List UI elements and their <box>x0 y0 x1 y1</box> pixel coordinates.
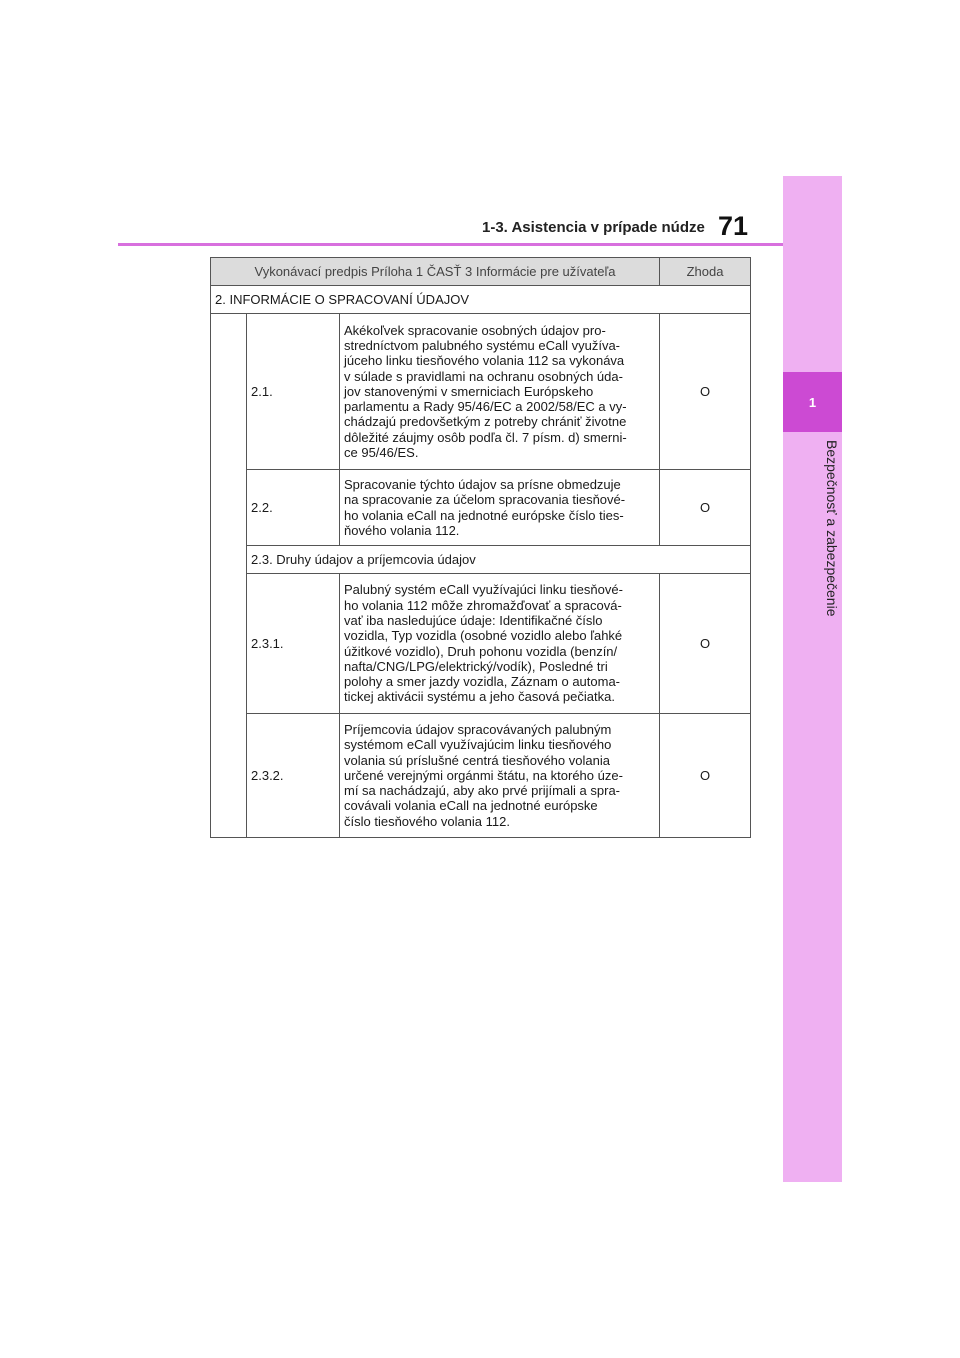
row-number: 2.3.2. <box>247 714 340 838</box>
chapter-label: Bezpečnosť a zabezpečenie <box>824 440 840 617</box>
table-row <box>211 714 751 838</box>
header-regulation: Vykonávací predpis Príloha 1 ČASŤ 3 Informácie pre užívateľa <box>211 258 660 286</box>
chapter-tab[interactable] <box>783 372 842 432</box>
section-2-3-title: 2.3. Druhy údajov a príjemcovia údajov <box>247 546 751 574</box>
section-2-title: 2. INFORMÁCIE O SPRACOVANÍ ÚDAJOV <box>211 286 751 314</box>
indent-cell <box>211 314 247 838</box>
row-compliance: O <box>660 314 751 470</box>
table-row <box>211 574 751 714</box>
subsection-row <box>211 546 751 574</box>
table-row <box>211 314 751 470</box>
chapter-number: 1 <box>808 394 817 410</box>
row-description: Spracovanie týchto údajov sa prísne obmedzuje na spracovanie za účelom spracovania tiesňové- ho volania eCall na jednotné európske číslo ties- ňového volania 112. <box>340 470 660 546</box>
row-number: 2.3.1. <box>247 574 340 714</box>
compliance-table <box>210 257 751 838</box>
row-description: Palubný systém eCall využívajúci linku tiesňové- ho volania 112 môže zhromažďovať a spracová- vať iba nasledujúce údaje: Identifikačné číslo vozidla, Typ vozidla (osobné vozidlo alebo ľahké úžitkové vozidlo), Druh pohonu vozidla (benzín/ nafta/CNG/LPG/elektrický/vodík), Posledné tri polohy a smer jazdy vozidla, Záznam o automa- tickej aktivácii systému a jeho časová pečiatka. <box>340 574 660 714</box>
header-compliance: Zhoda <box>660 258 751 286</box>
row-description: Akékoľvek spracovanie osobných údajov pro- stredníctvom palubného systému eCall využíva- júceho linku tiesňového volania 112 sa vykonáva v súlade s pravidlami na ochranu osobných úda- jov stanovenými v smerniciach Európskeho parlamentu a Rady 95/46/EC a 2002/58/EC a vy- chádzajú predovšetkým z potreby chrániť životne dôležité záujmy osôb podľa čl. 7 písm. d) smerni- ce 95/46/ES. <box>340 314 660 470</box>
row-compliance: O <box>660 470 751 546</box>
row-compliance: O <box>660 714 751 838</box>
section-row <box>211 286 751 314</box>
header-rule <box>118 243 783 246</box>
row-description: Príjemcovia údajov spracovávaných palubným systémom eCall využívajúcim linku tiesňového volania sú príslušné centrá tiesňového volania určené verejnými orgánmi štátu, na ktorého úze- mí sa nachádzajú, aby ako prvé prijímali a spra- covávali volania eCall na jednotné európske číslo tiesňového volania 112. <box>340 714 660 838</box>
table-row <box>211 470 751 546</box>
section-title: 1-3. Asistencia v prípade núdze <box>482 219 705 236</box>
table-header-row <box>211 258 751 286</box>
side-strip <box>783 176 842 1182</box>
row-number: 2.2. <box>247 470 340 546</box>
row-number: 2.1. <box>247 314 340 470</box>
page-number: 71 <box>718 211 749 241</box>
row-compliance: O <box>660 574 751 714</box>
